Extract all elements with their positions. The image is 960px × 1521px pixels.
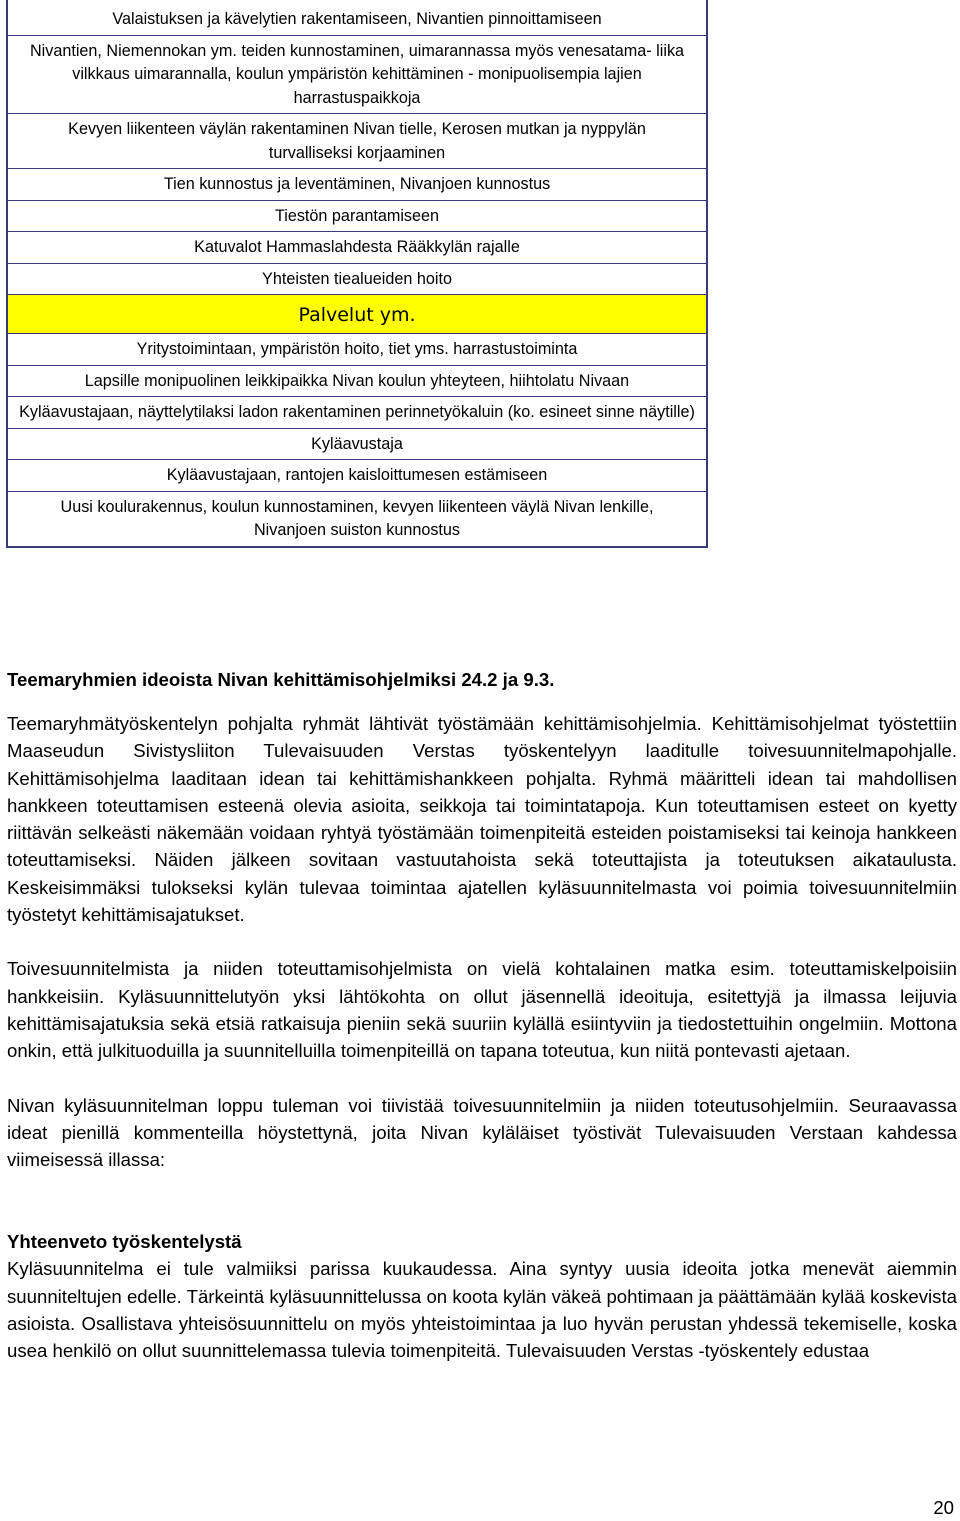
- table-row: Yritystoimintaan, ympäristön hoito, tiet yms. harrastustoiminta: [8, 333, 706, 365]
- table-row: Nivantien, Niemennokan ym. teiden kunnostaminen, uimarannassa myös venesatama- liika vilkkaus uimarannalla, koulun ympäristön kehittäminen - monipuolisempia lajien harrastuspaikkoja: [8, 35, 706, 114]
- table-row: Kyläavustajaan, rantojen kaisloittumesen estämiseen: [8, 459, 706, 491]
- document-body: [7, 666, 957, 1365]
- table-row: Lapsille monipuolinen leikkipaikka Nivan koulun yhteyteen, hiihtolatu Nivaan: [8, 365, 706, 397]
- paragraph: Toivesuunnitelmista ja niiden toteuttamisohjelmista on vielä kohtalainen matka esim. toteuttamiskelpoisiin hankkeisiin. Kyläsuunnittelutyön yksi lähtökohta on ollut jäsennellä ideoituja, esitettyjä ja ilmassa leijuvia kehittämisajatuksia sekä etsiä ratkaisuja pieniin sekä suuriin kylällä esiintyviin ja tiedostettuihin ongelmiin. Mottona onkin, että julkituoduilla ja suunnitelluilla toimenpiteillä on tapana toteutua, kun niitä pontevasti ajetaan.: [7, 958, 957, 1062]
- table-row: Katuvalot Hammaslahdesta Rääkkylän rajalle: [8, 231, 706, 263]
- section-header-services: Palvelut ym.: [8, 294, 706, 333]
- ideas-table: [6, 0, 708, 548]
- table-row: Yhteisten tiealueiden hoito: [8, 263, 706, 295]
- table-row: Kevyen liikenteen väylän rakentaminen Nivan tielle, Kerosen mutkan ja nyppylän turvalliseksi korjaaminen: [8, 113, 706, 168]
- paragraph: Teemaryhmätyöskentelyn pohjalta ryhmät lähtivät työstämään kehittämisohjelmia. Kehittämisohjelmat työstettiin Maaseudun Sivistysliiton Tulevaisuuden Verstas työskentelyyn laaditulle toivesuunnitelmapohjalle. Kehittämisohjelma laaditaan idean tai kehittämishankkeen pohjalta. Ryhmä määritteli idean tai mahdollisen hankkeen toteuttamisen esteenä olevia asioita, seikkoja tai toimintatapoja. Kun toteuttamisen esteet on kyetty riittävän selkeästi näkemään voidaan ryhtyä työstämään toimenpiteitä esteiden poistamiseksi tai keinoja hankkeen toteuttamiseksi. Näiden jälkeen sovitaan vastuutahoista sekä toteuttajista ja toteutuksen aikataulusta. Keskeisimmäksi tulokseksi kylän tulevaa toimintaa ajatellen kyläsuunnitelmasta voi poimia toivesuunnitelmiin työstetyt kehittämisajatukset.: [7, 713, 957, 926]
- table-row: Valaistuksen ja kävelytien rakentamiseen, Nivantien pinnoittamiseen: [112, 10, 602, 28]
- table-row: Uusi koulurakennus, koulun kunnostaminen, kevyen liikenteen väylä Nivan lenkille, Nivanjoen suiston kunnostus: [8, 491, 706, 546]
- paragraph: Nivan kyläsuunnitelman loppu tuleman voi tiivistää toivesuunnitelmiin ja niiden toteutusohjelmiin. Seuraavassa ideat pienillä kommenteilla höystettynä, joita Nivan kyläläiset työstivät Tulevaisuuden Verstaan kahdessa viimeisessä illassa:: [7, 1094, 957, 1171]
- table-row: Kyläavustajaan, näyttelytilaksi ladon rakentaminen perinnetyökaluin (ko. esineet sinne näytille): [8, 396, 706, 428]
- table-row: Kyläavustaja: [8, 428, 706, 460]
- section-heading: Teemaryhmien ideoista Nivan kehittämisohjelmiksi 24.2 ja 9.3.: [7, 669, 555, 690]
- table-row: Tiestön parantamiseen: [8, 200, 706, 232]
- summary-paragraph: Kyläsuunnitelma ei tule valmiiksi parissa kuukaudessa. Aina syntyy uusia ideoita jotka menevät aiemmin suunniteltujen edelle. Tärkeintä kyläsuunnittelussa on koota kylän väkeä pohtimaan ja päättämään kylää koskevista asioista. Osallistava yhteisösuunnittelu on myös yhteistoimintaa ja luo hyvän perustan yhdessä tekemiselle, koska usea henkilö on ollut suunnittelemassa tulevia toimenpiteitä. Tulevaisuuden Verstas -työskentely edustaa: [7, 1258, 957, 1362]
- summary-heading: Yhteenveto työskentelystä: [7, 1231, 242, 1253]
- table-row: Tien kunnostus ja leventäminen, Nivanjoen kunnostus: [8, 168, 706, 200]
- page-number: 20: [933, 1497, 954, 1518]
